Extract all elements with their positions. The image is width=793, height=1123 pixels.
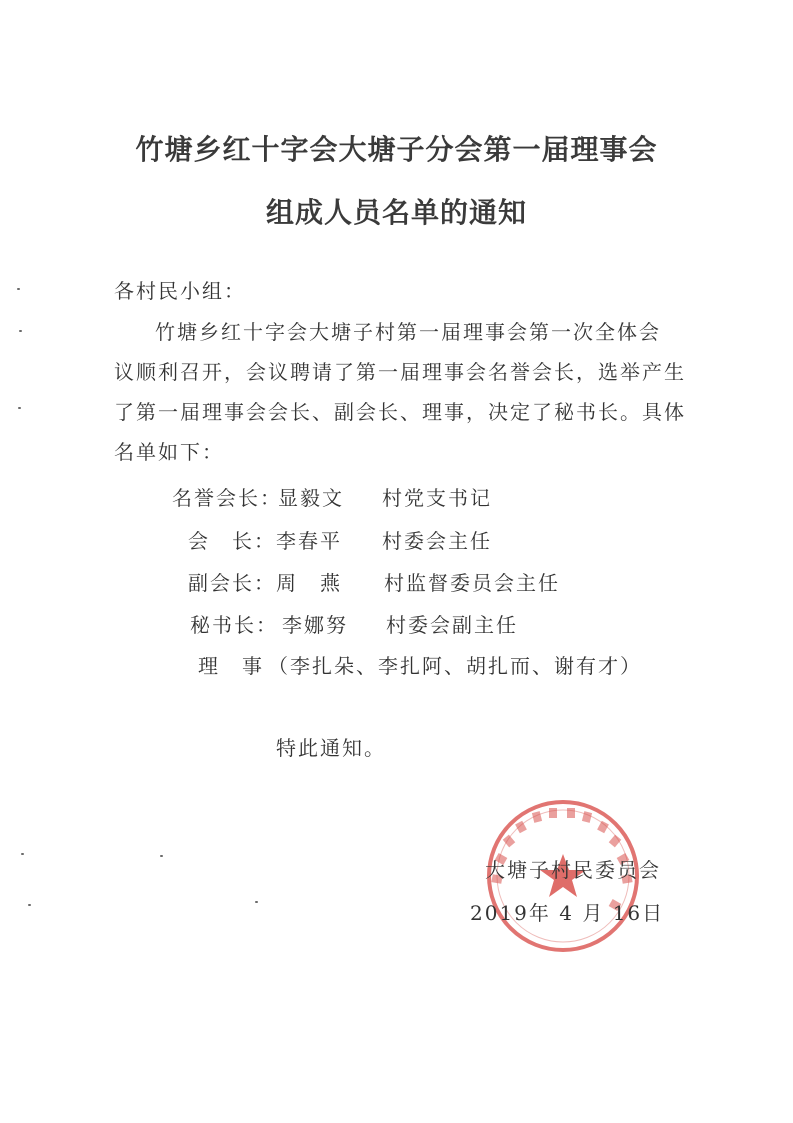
document-title-line-1: 竹塘乡红十字会大塘子分会第一届理事会	[135, 133, 658, 166]
roster-name-vice-president: 周 燕	[276, 571, 342, 595]
salutation: 各村民小组：	[114, 279, 246, 303]
signature-organization: 大塘子村民委员会	[485, 858, 661, 882]
roster-name-secretary-general: 李娜努	[282, 613, 348, 637]
roster-position-vice-president: 村监督委员会主任	[384, 571, 560, 595]
scan-speck	[160, 855, 163, 857]
roster-role-directors: 理 事	[198, 654, 264, 678]
roster-name-directors: （李扎朵、李扎阿、胡扎而、谢有才）	[268, 654, 642, 678]
roster-position-president: 村委会主任	[382, 529, 492, 553]
body-line-3: 了第一届理事会会长、副会长、理事，决定了秘书长。具体	[114, 400, 686, 424]
body-line-4: 名单如下：	[114, 440, 224, 464]
roster-role-president: 会 长：	[188, 529, 276, 553]
roster-position-secretary-general: 村委会副主任	[386, 613, 518, 637]
roster-role-honorary-president: 名誉会长：	[172, 486, 282, 510]
signature-date: 2019年 4 月 16日	[470, 901, 665, 925]
document-title-line-2: 组成人员名单的通知	[265, 196, 527, 229]
roster-position-honorary-president: 村党支书记	[382, 486, 492, 510]
scan-speck	[255, 901, 258, 903]
scan-speck	[28, 904, 31, 906]
roster-role-vice-president: 副会长：	[188, 571, 276, 595]
roster-name-president: 李春平	[276, 529, 342, 553]
scan-speck	[17, 288, 20, 290]
roster-role-secretary-general: 秘书长：	[190, 613, 278, 637]
closing-remark: 特此通知。	[276, 736, 386, 760]
scan-speck	[21, 853, 24, 855]
body-line-2: 议顺利召开，会议聘请了第一届理事会名誉会长，选举产生	[114, 360, 686, 384]
body-line-1: 竹塘乡红十字会大塘子村第一届理事会第一次全体会	[155, 320, 661, 344]
scan-speck	[19, 330, 22, 332]
roster-name-honorary-president: 显毅文	[278, 486, 344, 510]
scan-speck	[18, 407, 21, 409]
